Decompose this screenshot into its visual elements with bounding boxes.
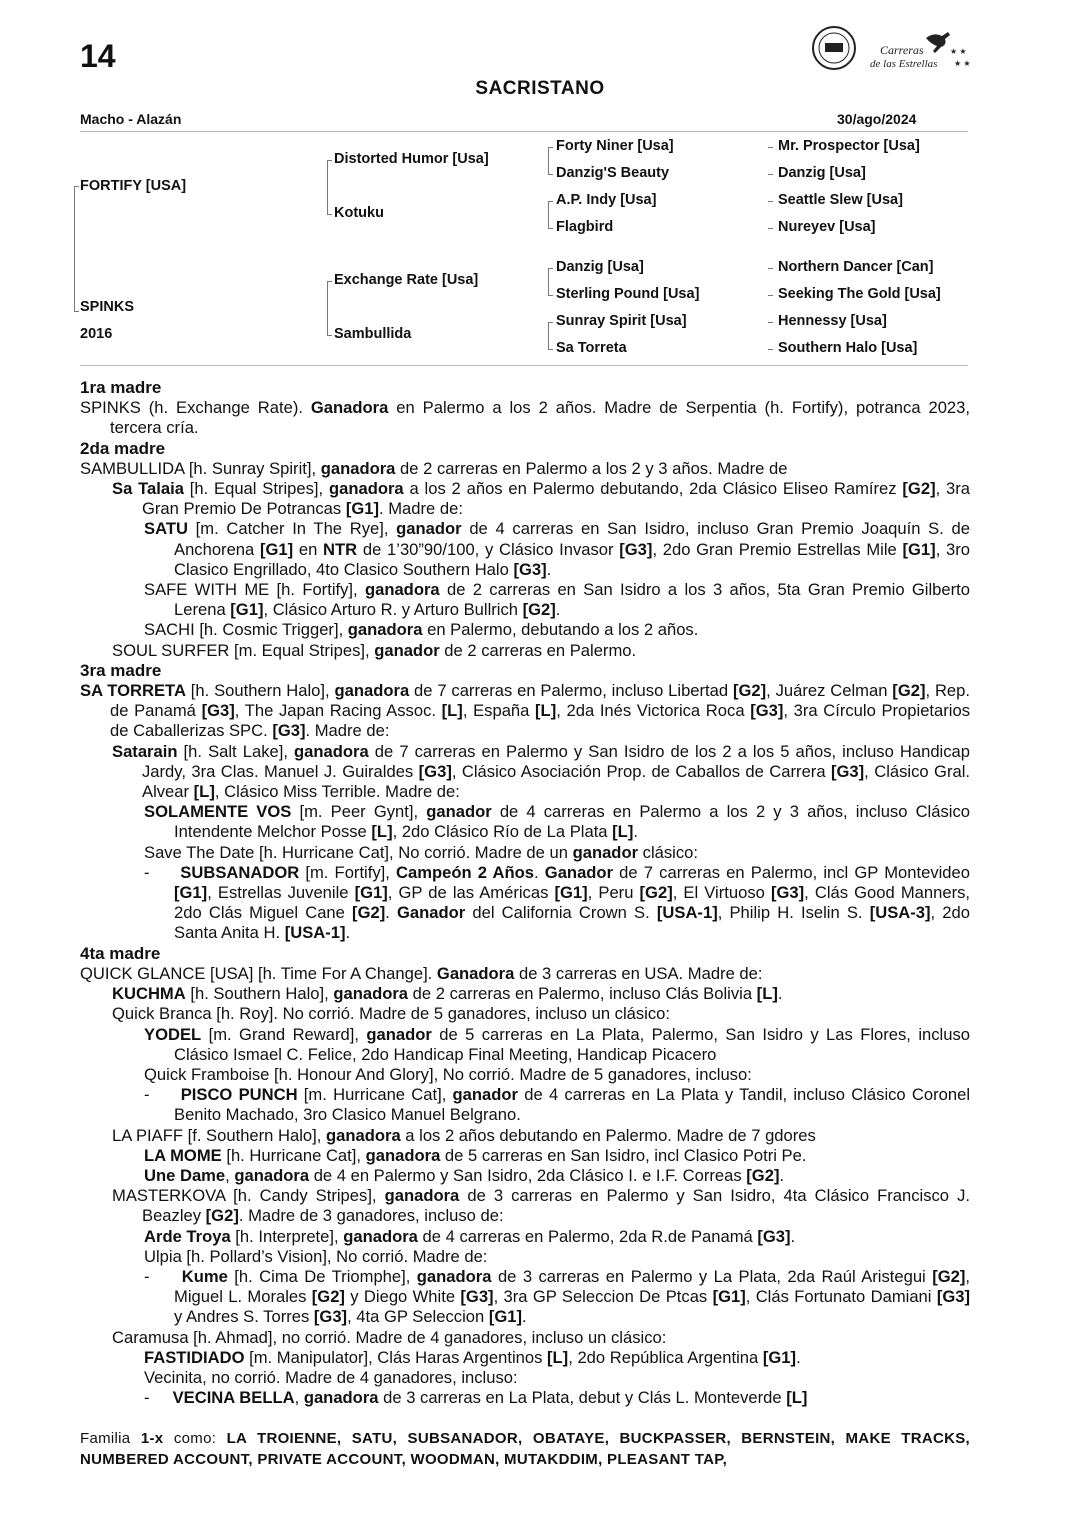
- family-line: [80, 1428, 970, 1470]
- pedigree-g4-1: Mr. Prospector [Usa]: [778, 138, 920, 154]
- pedigree-g4-8: Southern Halo [Usa]: [778, 340, 918, 356]
- paragraph: Satarain [h. Salt Lake], ganadora de 7 carreras en Palermo y San Isidro de los 2 a los 5 años, incluso Handicap Jardy, 3ra Clas. Manuel J. Guiraldes [G3], Clásico Asociación Prop. de Caballos de Carrera [G3], Clásico Gral. Alvear [L], Clásico Miss Terrible. Madre de:: [112, 741, 970, 802]
- paragraph: Vecinita, no corrió. Madre de 4 ganadores, incluso:: [144, 1367, 518, 1387]
- pedigree-g3-6: Sterling Pound [Usa]: [556, 286, 700, 302]
- pedigree-year: 2016: [80, 326, 113, 342]
- paragraph: - SUBSANADOR [m. Fortify], Campeón 2 Años. Ganador de 7 carreras en Palermo, incl GP Montevideo [G1], Estrellas Juvenile [G1], GP de las Américas [G1], Peru [G2], El Virtuoso [G3], Clás Good Manners, 2do Clás Miguel Cane [G2]. Ganador del California Crown S. [USA-1], Philip H. Iselin S. [USA-3], 2do Santa Anita H. [USA-1].: [144, 862, 970, 943]
- svg-text:★ ★: ★ ★: [950, 47, 967, 56]
- paragraph: - PISCO PUNCH [m. Hurricane Cat], ganador de 4 carreras en La Plata y Tandil, incluso Clásico Coronel Benito Machado, 3ro Clasico Manuel Belgrano.: [144, 1085, 971, 1125]
- family-prefix: Familia: [80, 1430, 131, 1447]
- paragraph: Sa Talaia [h. Equal Stripes], ganadora a los 2 años en Palermo debutando, 2da Clásico Eliseo Ramírez [G2], 3ra Gran Premio De Potrancas [G1]. Madre de:: [112, 479, 971, 519]
- paragraph: Une Dame, ganadora de 4 en Palermo y San Isidro, 2da Clásico I. e I.F. Correas [G2].: [144, 1165, 785, 1185]
- svg-text:★ ★: ★ ★: [954, 59, 971, 68]
- pedigree-g4-3: Seattle Slew [Usa]: [778, 192, 903, 208]
- section-heading-1ra-madre: 1ra madre: [80, 378, 162, 397]
- pedigree-g3-7: Sunray Spirit [Usa]: [556, 313, 687, 329]
- pedigree-g4-6: Seeking The Gold [Usa]: [778, 286, 941, 302]
- paragraph: Quick Branca [h. Roy]. No corrió. Madre de 5 ganadores, incluso un clásico:: [112, 1004, 671, 1024]
- paragraph: YODEL [m. Grand Reward], ganador de 5 carreras en La Plata, Palermo, San Isidro y Las Flores, incluso Clásico Ismael C. Felice, 2do Handicap Final Meeting, Handicap Picacero: [144, 1024, 970, 1064]
- breeders-cup-logo: [808, 24, 978, 76]
- paragraph: Caramusa [h. Ahmad], no corrió. Madre de 4 ganadores, incluso un clásico:: [112, 1327, 667, 1347]
- sex-color: Macho - Alazán: [80, 111, 182, 127]
- horse-name: SACRISTANO: [475, 78, 605, 99]
- paragraph: Quick Framboise [h. Honour And Glory], No corrió. Madre de 5 ganadores, incluso:: [144, 1064, 752, 1084]
- section-heading-4ta-madre: 4ta madre: [80, 943, 161, 963]
- paragraph: LA PIAFF [f. Southern Halo], ganadora a los 2 años debutando en Palermo. Madre de 7 gdores: [112, 1125, 816, 1145]
- logo-text-line2: de las Estrellas: [870, 58, 938, 70]
- paragraph: SOUL SURFER [m. Equal Stripes], ganador de 2 carreras en Palermo.: [112, 640, 637, 660]
- family-como: como:: [173, 1430, 217, 1447]
- paragraph: SOLAMENTE VOS [m. Peer Gynt], ganador de 4 carreras en Palermo a los 2 y 3 años, incluso Clásico Intendente Melchor Posse [L], 2do Clásico Río de La Plata [L].: [144, 802, 970, 842]
- paragraph: SACHI [h. Cosmic Trigger], ganadora en Palermo, debutando a los 2 años.: [144, 620, 699, 640]
- pedigree-g2-2: Kotuku: [334, 205, 384, 221]
- pedigree-g4-4: Nureyev [Usa]: [778, 219, 876, 235]
- pedigree-sire: FORTIFY [USA]: [80, 178, 187, 194]
- paragraph: QUICK GLANCE [USA] [h. Time For A Change]. Ganadora de 3 carreras en USA. Madre de:: [80, 963, 763, 983]
- pedigree-g3-5: Danzig [Usa]: [556, 259, 644, 275]
- pedigree-g3-1: Forty Niner [Usa]: [556, 138, 674, 154]
- paragraph: SATU [m. Catcher In The Rye], ganador de 4 carreras en San Isidro, incluso Gran Premio Joaquín S. de Anchorena [G1] en NTR de 1’30”90/100, y Clásico Invasor [G3], 2do Gran Premio Estrellas Mile [G1], 3ro Clasico Engrillado, 4to Clasico Southern Halo [G3].: [144, 519, 971, 579]
- pedigree-g4-2: Danzig [Usa]: [778, 165, 866, 181]
- paragraph: Save The Date [h. Hurricane Cat], No corrió. Madre de un ganador clásico:: [144, 842, 698, 862]
- pedigree-g4-7: Hennessy [Usa]: [778, 313, 887, 329]
- logo-text-line1: Carreras: [880, 43, 924, 57]
- section-heading-2da-madre: 2da madre: [80, 438, 166, 458]
- pedigree-g3-3: A.P. Indy [Usa]: [556, 192, 657, 208]
- paragraph: MASTERKOVA [h. Candy Stripes], ganadora de 3 carreras en Palermo y San Isidro, 4ta Clásico Francisco J. Beazley [G2]. Madre de 3 ganadores, incluso de:: [112, 1186, 970, 1226]
- paragraph: - Kume [h. Cima De Triomphe], ganadora de 3 carreras en Palermo y La Plata, 2da Raúl Aristegui [G2], Miguel L. Morales [G2] y Diego White [G3], 3ra GP Seleccion De Ptcas [G1], Clás Fortunato Damiani [G3] y Andres S. Torres [G3], 4ta GP Seleccion [G1].: [144, 1266, 970, 1327]
- pedigree-g2-3: Exchange Rate [Usa]: [334, 272, 479, 288]
- produce-record: [80, 378, 970, 1408]
- paragraph: SAMBULLIDA [h. Sunray Spirit], ganadora de 2 carreras en Palermo a los 2 y 3 años. Madre de: [80, 458, 788, 478]
- divider-top: [80, 131, 968, 132]
- paragraph: Ulpia [h. Pollard’s Vision], No corrió. Madre de:: [144, 1246, 488, 1266]
- report-date: 30/ago/2024: [837, 111, 917, 127]
- paragraph: SPINKS (h. Exchange Rate). Ganadora en Palermo a los 2 años. Madre de Serpentia (h. Fortify), potranca 2023, tercera cría.: [80, 398, 970, 438]
- paragraph: FASTIDIADO [m. Manipulator], Clás Haras Argentinos [L], 2do República Argentina [G1].: [144, 1347, 801, 1367]
- paragraph: - VECINA BELLA, ganadora de 3 carreras en La Plata, debut y Clás L. Monteverde [L]: [144, 1388, 808, 1408]
- divider-bottom: [80, 365, 968, 366]
- horse-icon: [926, 32, 950, 53]
- paragraph: SAFE WITH ME [h. Fortify], ganadora de 2 carreras en San Isidro a los 3 años, 5ta Gran Premio Gilberto Lerena [G1], Clásico Arturo R. y Arturo Bullrich [G2].: [144, 580, 970, 620]
- paragraph: SA TORRETA [h. Southern Halo], ganadora de 7 carreras en Palermo, incluso Libertad [G2], Juárez Celman [G2], Rep. de Panamá [G3], The Japan Racing Assoc. [L], España [L], 2da Inés Victorica Roca [G3], 3ra Círculo Propietarios de Caballerizas SPC. [G3]. Madre de:: [80, 681, 971, 741]
- pedigree-g2-1: Distorted Humor [Usa]: [334, 151, 489, 167]
- pedigree-g3-8: Sa Torreta: [556, 340, 627, 356]
- pedigree-g3-4: Flagbird: [556, 219, 614, 235]
- pedigree-g4-5: Northern Dancer [Can]: [778, 259, 934, 275]
- pedigree-g2-4: Sambullida: [334, 326, 412, 342]
- pedigree-dam: SPINKS: [80, 299, 134, 315]
- pedigree-g3-2: Danzig'S Beauty: [556, 165, 670, 181]
- lot-number: 14: [80, 38, 116, 74]
- paragraph: LA MOME [h. Hurricane Cat], ganadora de 5 carreras en San Isidro, incl Clasico Potri Pe.: [144, 1145, 807, 1165]
- paragraph: KUCHMA [h. Southern Halo], ganadora de 2 carreras en Palermo, incluso Clás Bolivia [L].: [112, 984, 783, 1004]
- family-code: 1-x: [140, 1430, 164, 1447]
- paragraph: Arde Troya [h. Interprete], ganadora de 4 carreras en Palermo, 2da R.de Panamá [G3].: [144, 1226, 796, 1246]
- family-names: LA TROIENNE, SATU, SUBSANADOR, OBATAYE, BUCKPASSER, BERNSTEIN, MAKE TRACKS, NUMBERED ACCOUNT, PRIVATE ACCOUNT, WOODMAN, MUTAKDDIM, PLEASANT TAP,: [80, 1430, 971, 1468]
- section-heading-3ra-madre: 3ra madre: [80, 660, 162, 680]
